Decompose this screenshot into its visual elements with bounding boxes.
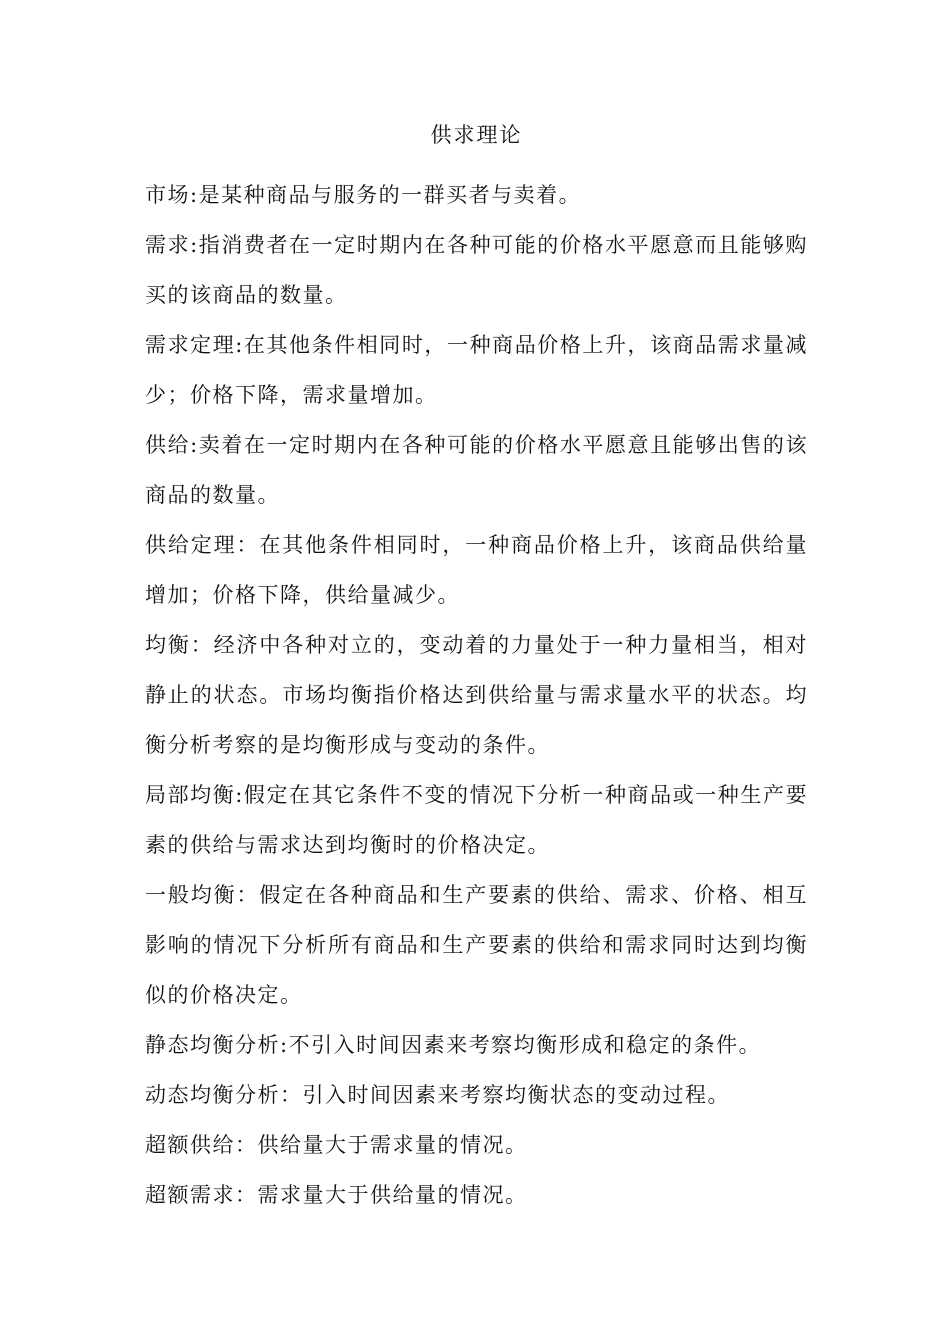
entry-market: 市场:是某种商品与服务的一群买者与卖着。	[145, 183, 582, 207]
document-title: 供求理论	[430, 123, 523, 147]
entry-general-equilibrium: 一般均衡：假定在各种商品和生产要素的供给、需求、价格、相互影响的情况下分析所有商品和生产要素的供给和需求同时达到均衡似的价格决定。	[145, 883, 808, 1007]
entry-excess-supply: 超额供给：供给量大于需求量的情况。	[145, 1133, 528, 1157]
entry-supply: 供给:卖着在一定时期内在各种可能的价格水平愿意且能够出售的该商品的数量。	[145, 433, 808, 507]
entry-partial-equilibrium: 局部均衡:假定在其它条件不变的情况下分析一种商品或一种生产要素的供给与需求达到均衡时的价格决定。	[145, 783, 808, 857]
entry-static-equilibrium-analysis: 静态均衡分析:不引入时间因素来考察均衡形成和稳定的条件。	[145, 1033, 762, 1057]
entry-dynamic-equilibrium-analysis: 动态均衡分析：引入时间因素来考察均衡状态的变动过程。	[145, 1083, 730, 1107]
entry-law-of-demand: 需求定理:在其他条件相同时，一种商品价格上升，该商品需求量减少；价格下降，需求量增加。	[145, 333, 808, 407]
entry-excess-demand: 超额需求：需求量大于供给量的情况。	[145, 1183, 528, 1207]
entry-demand: 需求:指消费者在一定时期内在各种可能的价格水平愿意而且能够购买的该商品的数量。	[145, 233, 808, 307]
entry-equilibrium: 均衡：经济中各种对立的，变动着的力量处于一种力量相当，相对静止的状态。市场均衡指价格达到供给量与需求量水平的状态。均衡分析考察的是均衡形成与变动的条件。	[145, 633, 808, 757]
entry-law-of-supply: 供给定理：在其他条件相同时，一种商品价格上升，该商品供给量增加；价格下降，供给量减少。	[145, 533, 808, 607]
